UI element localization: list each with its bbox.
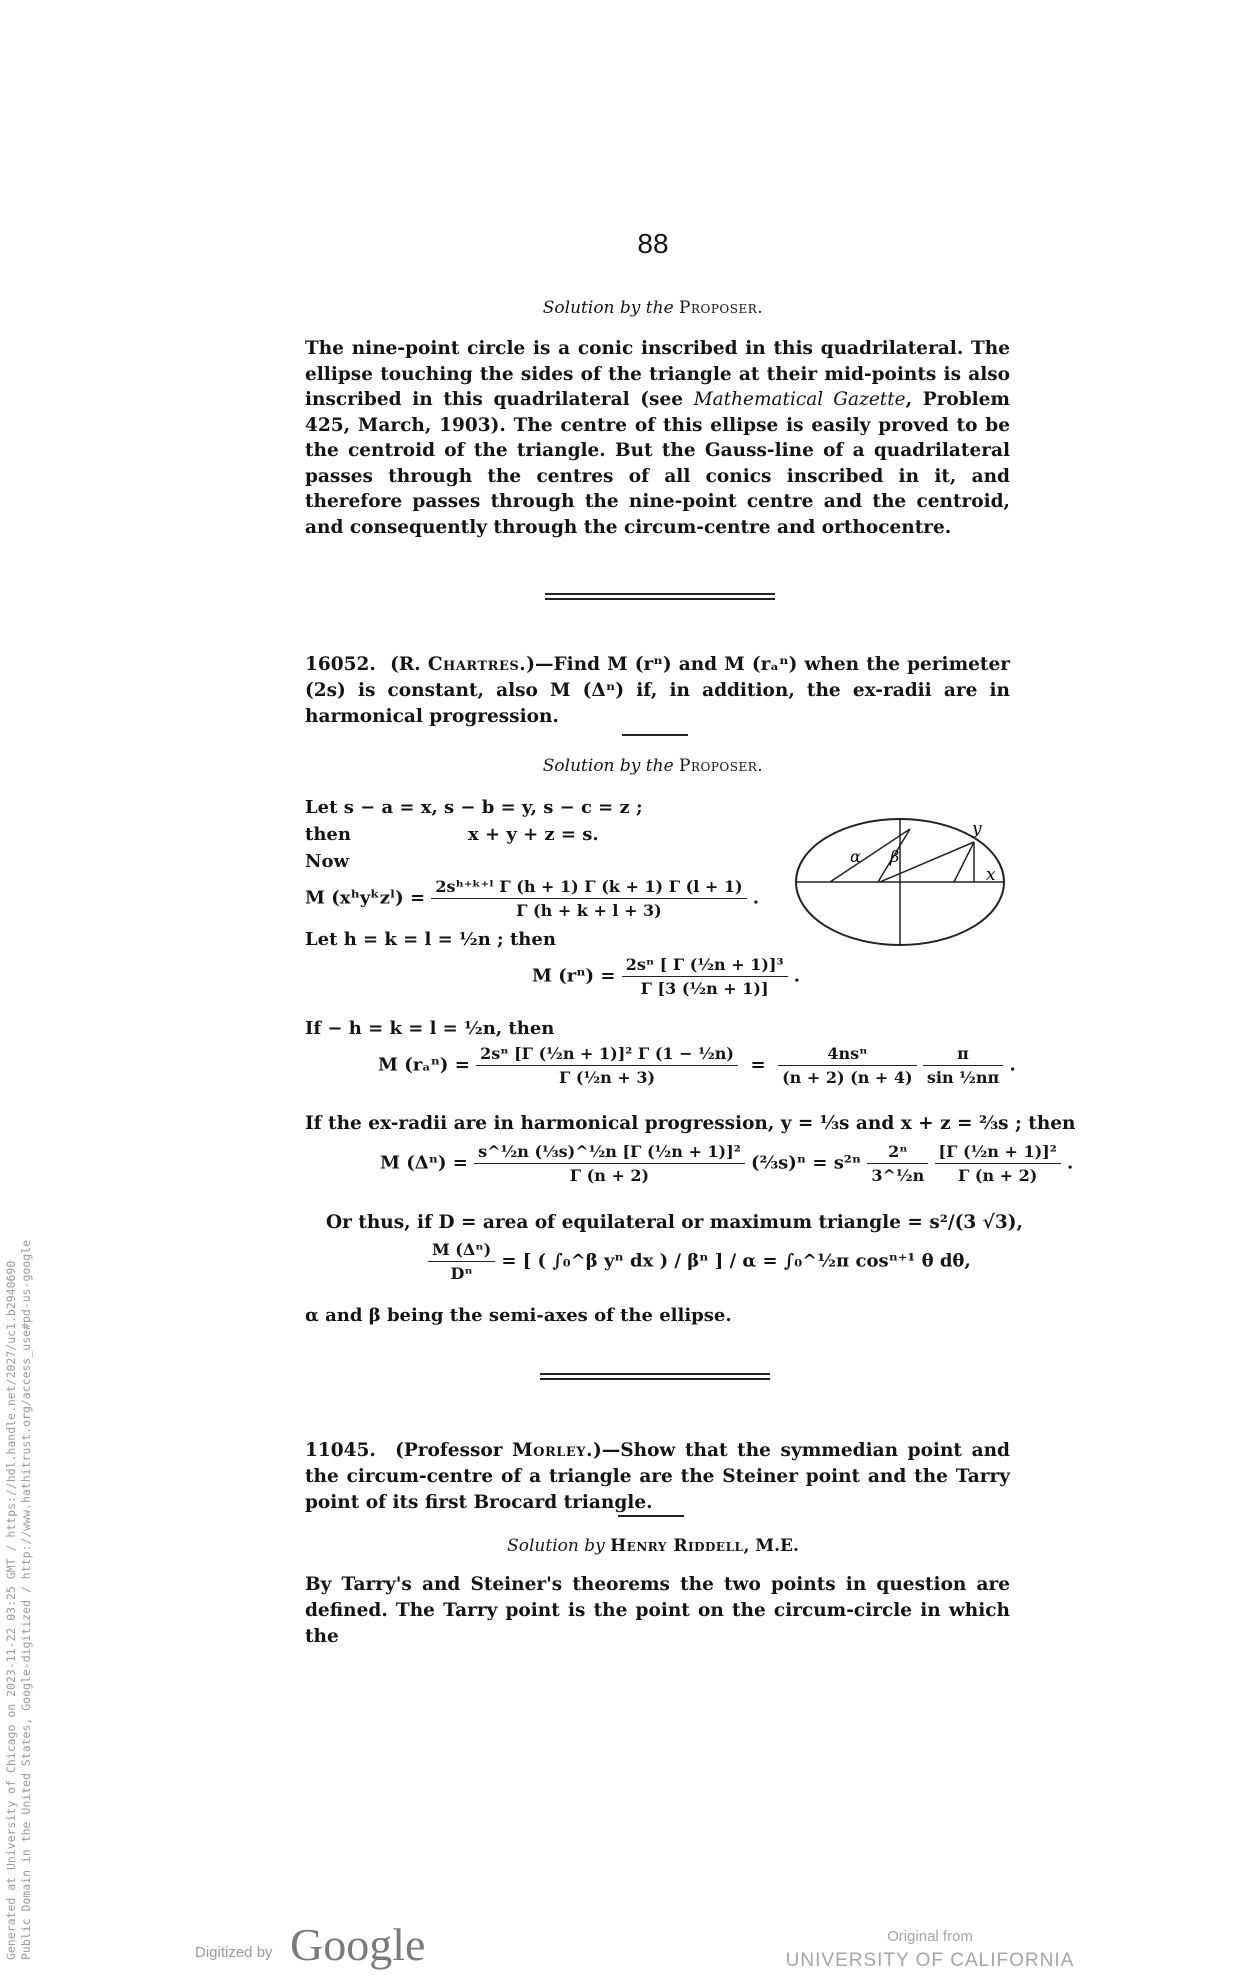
eq5-rhs: = [ ( ∫₀^β yⁿ dx ) / βⁿ ] / α = ∫₀^½π cosⁿ⁺¹ θ dθ,: [501, 1250, 971, 1272]
eq3-denominator-2: (n + 2) (n + 4): [782, 1068, 913, 1087]
proposer-name: Morley.: [512, 1440, 594, 1461]
eq4-numerator-1: s^½n (⅓s)^½n [Γ (½n + 1)]²: [474, 1142, 745, 1164]
solution-heading-caps: Proposer.: [679, 756, 764, 776]
proposer-open: (R.: [390, 654, 421, 675]
eq3-denominator-1: Γ (½n + 3): [558, 1068, 656, 1087]
eq4-numerator-3: [Γ (½n + 1)]²: [935, 1142, 1061, 1164]
semi-axes-line: α and β being the semi-axes of the ellipse.: [305, 1305, 732, 1326]
sum-line: x + y + z = s.: [468, 824, 599, 845]
original-from-label: Original from: [887, 1928, 973, 1945]
equation-1: M (xʰyᵏzˡ) = $\frac{\text{2sʰ⁺ᵏ⁺ˡ Γ (h + 1) Γ (k + 1) Γ (l + 1)}}{\Gamma (h + k + l + 3)}$ .: [305, 877, 760, 920]
problem-text: )—Find M (rⁿ) and M (rₐⁿ) when the perimeter (2s) is constant, also M (Δⁿ) if, in addition, the ex-radii are in harmonical progression.: [305, 654, 1010, 727]
solution-heading-2: [0, 756, 1255, 776]
solution-heading-caps: Proposer.: [679, 298, 764, 318]
eq3-numerator-1: 2sⁿ [Γ (½n + 1)]² Γ (1 − ½n): [476, 1044, 738, 1066]
equation-4: M (Δⁿ) = $\frac{\text{s\textasciicircum{}½n (⅓s)\textasciicircum{}½n [Γ (½n + 1)]²}}{\Gamma (n + 2)}$ (⅔s)ⁿ = s²ⁿ $\frac{\text{2ⁿ}}{\text{3\textasciicircum{}½n}}$ $\frac{\text{[Γ (½n + 1)]²}}{\Gamma (n + 2)}$ .: [380, 1142, 1074, 1185]
eq4-denominator-2: 3^½n: [871, 1166, 925, 1185]
digitized-by-label: Digitized by: [195, 1944, 273, 1961]
short-rule-2: [618, 1515, 684, 1517]
let-h-line: Let h = k = l = ½n ; then: [305, 929, 556, 950]
now-label: Now: [305, 851, 349, 872]
if-h-line: If − h = k = l = ½n, then: [305, 1018, 555, 1039]
eq3-lhs: M (rₐⁿ) =: [378, 1054, 470, 1076]
google-logo: Google: [290, 1919, 426, 1970]
eq2-numerator: 2sⁿ [ Γ (½n + 1)]³: [622, 955, 788, 977]
eq3-denominator-3: sin ½nπ: [926, 1068, 1000, 1087]
solution-heading-3: [0, 1536, 1255, 1556]
paragraph-text-2: , Problem 425, March, 1903). The centre of this ellipse is easily proved to be the centroid of the triangle. But the Gauss-line of a quadrilateral passes through the centres of all conics inscribed in it, and therefore passes through the nine-point centre and the centroid, and consequently through the circum-centre and orthocentre.: [305, 389, 1010, 538]
equation-2: M (rⁿ) = $\frac{\text{2sⁿ [ Γ (½n + 1)]³}}{\text{Γ [3 (½n + 1)]}}$ .: [532, 955, 801, 998]
eq2-lhs: M (rⁿ) =: [532, 965, 616, 987]
eq3-fraction-1: [476, 1044, 738, 1087]
beta-label: β: [890, 847, 900, 866]
eq1-fraction: [431, 877, 746, 920]
proposer-open: (Professor: [395, 1440, 503, 1461]
solution-author-suffix: M.E.: [755, 1536, 799, 1556]
or-thus-line: Or thus, if D = area of equilateral or maximum triangle = s²/(3 √3),: [326, 1212, 1023, 1233]
hathitrust-watermark: [4, 1240, 34, 1960]
eq1-numerator: 2sʰ⁺ᵏ⁺ˡ Γ (h + 1) Γ (k + 1) Γ (l + 1): [431, 877, 746, 899]
solution-heading-1: [0, 298, 1255, 318]
nine-point-paragraph: [305, 336, 1010, 540]
eq1-denominator: Γ (h + k + l + 3): [516, 901, 662, 920]
eq5-fraction: [428, 1240, 495, 1283]
problem-11045-statement: [305, 1438, 1010, 1516]
eq4-middle: (⅔s)ⁿ = s²ⁿ: [750, 1152, 862, 1174]
x-label: x: [986, 865, 996, 885]
eq4-lhs: M (Δⁿ) =: [380, 1152, 468, 1174]
equation-5: [428, 1240, 971, 1283]
eq3-fraction-2: [778, 1044, 916, 1087]
equation-3: M (rₐⁿ) = $\frac{\text{2sⁿ [Γ (½n + 1)]² Γ (1 − ½n)}}{\text{Γ (½n + 3)}}$ = $\frac{\text{4nsⁿ}}{(n + 2) (n + 4)}$ $\frac{\pi}{\text{sin ½nπ}}$ .: [378, 1044, 1016, 1087]
proposer-name: Chartres.: [427, 654, 527, 675]
eq3-numerator-2: 4nsⁿ: [778, 1044, 916, 1066]
eq2-denominator: Γ [3 (½n + 1)]: [640, 979, 769, 998]
y-slant: [954, 842, 974, 882]
ellipse-figure: [790, 810, 1010, 950]
section-divider-2: [540, 1373, 770, 1380]
eq5-numerator: M (Δⁿ): [428, 1240, 495, 1262]
solution-heading-italic: Solution by the: [542, 298, 674, 318]
short-rule-1: [622, 734, 688, 736]
solution-heading-italic: Solution by: [507, 1536, 605, 1556]
journal-name: Mathematical Gazette: [693, 389, 906, 410]
eq4-fraction-2: [867, 1142, 928, 1185]
alpha-label: α: [850, 847, 861, 866]
eq4-fraction-3: [935, 1142, 1061, 1185]
solution-heading-italic: Solution by the: [542, 756, 674, 776]
tarry-paragraph: By Tarry's and Steiner's theorems the two points in question are defined. The Tarry point is the point on the circum-circle in which the: [305, 1574, 1010, 1647]
eq4-fraction-1: [474, 1142, 745, 1185]
then-label: then: [305, 824, 351, 845]
eq1-lhs: M (xʰyᵏzˡ) =: [305, 887, 426, 909]
harmonical-line: If the ex-radii are in harmonical progression, y = ⅓s and x + z = ⅔s ; then: [305, 1113, 1076, 1134]
paragraph-text-1: The nine-point circle is a conic inscribed in this quadrilateral. The ellipse touching the sides of the triangle at their mid-points is also inscribed in this quadrilateral (see: [305, 338, 1010, 410]
eq2-fraction: [622, 955, 788, 998]
eq3-numerator-3: π: [923, 1044, 1003, 1066]
section-divider-1: [545, 593, 775, 600]
eq5-denominator: Dⁿ: [450, 1264, 473, 1283]
eq3-fraction-3: [923, 1044, 1003, 1087]
problem-16052-statement: [305, 652, 1010, 730]
eq4-numerator-2: 2ⁿ: [867, 1142, 928, 1164]
solution-author: Henry Riddell,: [610, 1536, 750, 1556]
eq4-denominator-1: Γ (n + 2): [569, 1166, 650, 1185]
institution-label: UNIVERSITY OF CALIFORNIA: [785, 1950, 1075, 1971]
problem-text: )—Show that the symmedian point and the circum-centre of a triangle are the Steiner point and the Tarry point of its first Brocard triangle.: [305, 1440, 1010, 1513]
let-line: Let s − a = x, s − b = y, s − c = z ;: [305, 797, 643, 818]
eq4-denominator-3: Γ (n + 2): [957, 1166, 1038, 1185]
problem-number: 16052.: [305, 654, 376, 675]
watermark-line-2: Public Domain in the United States, Google-digitized / http://www.hathitrust.org/access_use#pd-us-google: [19, 1239, 33, 1960]
y-label: y: [972, 819, 982, 839]
watermark-line-1: Generated at University of Chicago on 2023-11-22 03:25 GMT / https://hdl.handle.net/2027/uc1.b2940690: [4, 1260, 18, 1960]
problem-number: 11045.: [305, 1440, 376, 1461]
page-number: 88: [637, 228, 669, 259]
